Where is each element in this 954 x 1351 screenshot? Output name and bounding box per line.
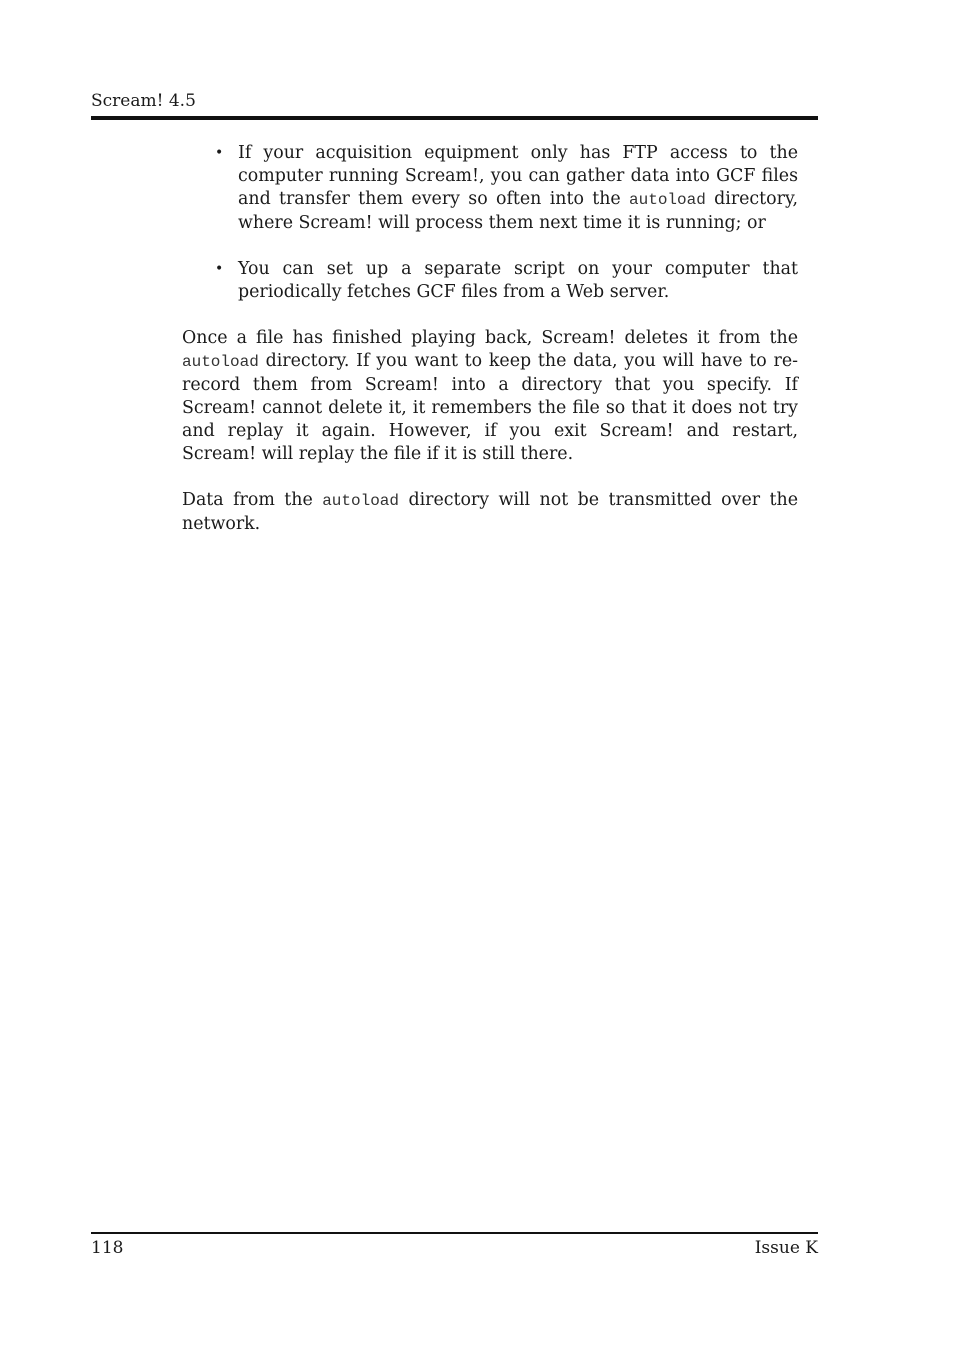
paragraph xyxy=(182,489,798,536)
page-content xyxy=(182,142,798,559)
footer-page-number: 118 xyxy=(91,1238,124,1258)
bullet-list xyxy=(182,142,798,304)
paragraph-text-cont: directory will not be transmitted over the network. xyxy=(182,490,798,534)
code-autoload: autoload xyxy=(629,191,706,209)
footer-issue: Issue K xyxy=(754,1238,818,1258)
bullet-text: If your acquisition equipment only has FTP access to the computer running Scream!, you can gather data into GCF files and transfer them every so often into the xyxy=(238,143,798,209)
bullet-mark: • xyxy=(215,261,224,277)
paragraph-text: Once a file has finished playing back, Scream! deletes it from the xyxy=(182,328,798,348)
code-autoload: autoload xyxy=(322,492,399,510)
footer-rule xyxy=(91,1232,818,1234)
bullet-mark: • xyxy=(215,145,224,161)
paragraph-text-cont: directory. If you want to keep the data, you will have to re-record them from Scream! into a directory that you specify. If Scream! cannot delete it, it remembers the file so that it does not try and replay it again. However, if you exit Scream! and restart, Scream! will replay the file if it is still there. xyxy=(182,351,798,464)
header-title: Scream! 4.5 xyxy=(91,91,196,111)
paragraph-text: Data from the xyxy=(182,490,323,510)
code-autoload: autoload xyxy=(182,353,259,371)
paragraph xyxy=(182,327,798,466)
bullet-text: You can set up a separate script on your computer that periodically fetches GCF files from a Web server. xyxy=(238,259,798,302)
list-item xyxy=(182,258,798,304)
bullet-text-cont: directory, where Scream! will process them next time it is running; or xyxy=(238,189,798,233)
header-rule xyxy=(91,116,818,120)
list-item xyxy=(182,142,798,235)
